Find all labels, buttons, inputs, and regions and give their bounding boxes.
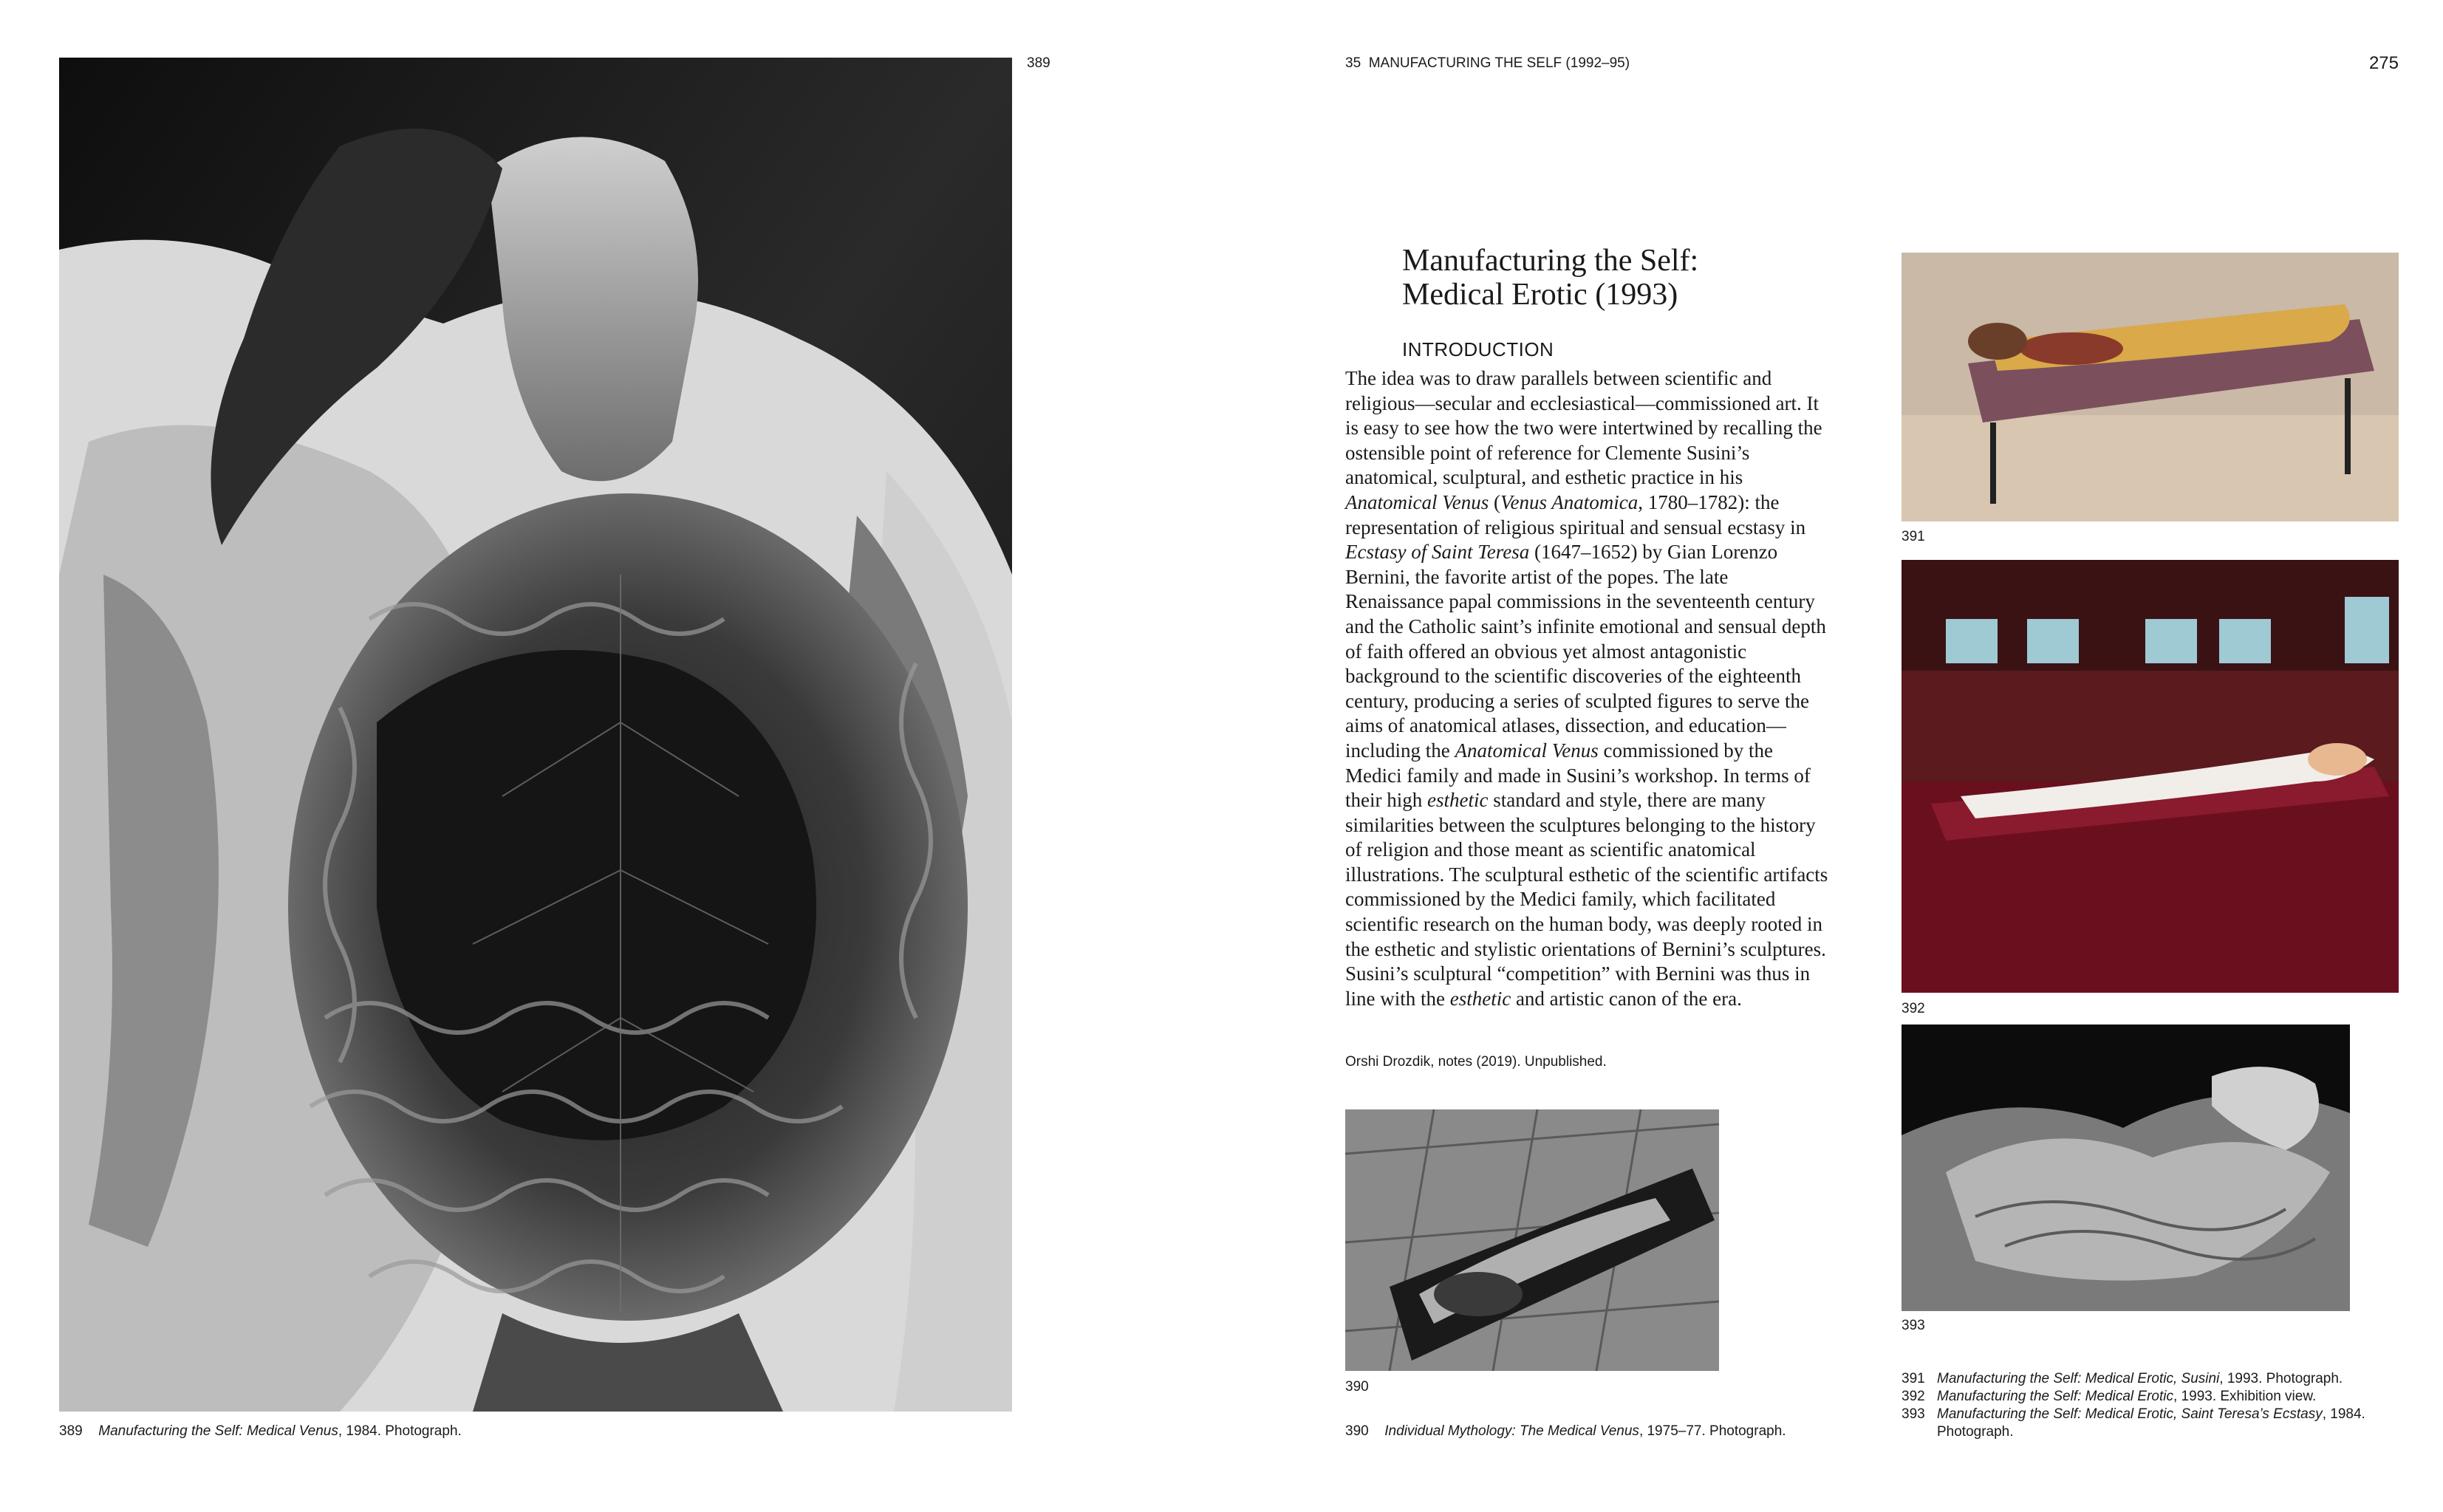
page-number: 275 (2368, 53, 2399, 73)
photo-389-medical-venus (59, 58, 1012, 1412)
caption-rest: , 1984. Photograph. (1937, 1406, 2365, 1440)
body-italic-run: Anatomical Venus (1455, 739, 1599, 762)
body-text-run: (1647–1652) by Gian Lorenzo Bernini, the favorite artist of the popes. The late Renaissance papal commissions in the seventeenth century and the Catholic saint’s infinite emotional and sensual depth of faith offered an obvious yet almost antagonistic background to the scientific discoveries of the eighteenth century, producing a series of sculpted figures to serve the aims of anatomical atlases, dissection, and education—including the (1345, 541, 1826, 762)
figure-390-label: 390 (1345, 1379, 1369, 1395)
intro-paragraph (1345, 366, 1829, 1011)
body-italic-run: Ecstasy of Saint Teresa (1345, 541, 1530, 564)
figure-393-label: 393 (1902, 1318, 1925, 1333)
body-italic-run: Anatomical Venus (1345, 490, 1489, 513)
caption-number: 391 (1902, 1371, 1925, 1386)
caption-number: 389 (59, 1423, 83, 1439)
photo-392-exhibition-view (1902, 560, 2399, 993)
body-text-run: , 1780–1782): the representation of religious spiritual and sensual ecstasy in (1345, 490, 1806, 538)
figure-392-label: 392 (1902, 1001, 1925, 1016)
chapter-title (1402, 244, 1698, 312)
chapter-title-line-1: Manufacturing the Self: (1402, 244, 1699, 278)
photo-391-susini-venus (1902, 253, 2399, 521)
body-text-run: The idea was to draw parallels between scientific and religious—secular and ecclesiastical—commissioned art. It is easy to see how the two were intertwined by recalling the ostensible point of reference for Clemente Susini’s anatomical, sculptural, and esthetic practice in his (1345, 367, 1822, 489)
captions-391-393 (1902, 1370, 2404, 1441)
caption-rest: , 1975–77. Photograph. (1639, 1423, 1786, 1439)
section-label: INTRODUCTION (1402, 338, 1554, 360)
chapter-title-line-2: Medical Erotic (1993) (1402, 278, 1678, 312)
caption-number: 393 (1902, 1406, 1925, 1422)
caption-393 (1902, 1406, 2404, 1441)
photo-390-individual-mythology (1345, 1109, 1719, 1371)
left-folio-number: 389 (1027, 55, 1050, 71)
body-italic-run: Venus Anatomica (1500, 490, 1639, 513)
body-italic-run: esthetic (1426, 789, 1489, 812)
body-text-run: and artistic canon of the era. (1511, 987, 1742, 1010)
running-head: 35 MANUFACTURING THE SELF (1992–95) (1345, 55, 1630, 71)
body-text-run: commissioned by the Medici family and made in Susini’s workshop. In terms of their high (1345, 739, 1811, 812)
body-italic-run: esthetic (1449, 987, 1511, 1010)
source-note: Orshi Drozdik, notes (2019). Unpublished. (1345, 1054, 1607, 1070)
caption-rest: , 1993. Exhibition view. (2173, 1389, 2317, 1404)
caption-title: Manufacturing the Self: Medical Erotic (1937, 1389, 2173, 1404)
caption-title: Manufacturing the Self: Medical Venus (98, 1423, 338, 1439)
caption-rest: , 1993. Photograph. (2219, 1371, 2343, 1386)
caption-rest: , 1984. Photograph. (338, 1423, 462, 1439)
caption-392 (1902, 1388, 2404, 1406)
caption-title: Manufacturing the Self: Medical Erotic, Saint Teresa’s Ecstasy (1937, 1406, 2323, 1422)
figure-391-label: 391 (1902, 529, 1925, 544)
caption-389 (59, 1423, 462, 1440)
caption-391 (1902, 1370, 2404, 1388)
caption-title: Manufacturing the Self: Medical Erotic, Susini (1937, 1371, 2220, 1386)
photo-393-saint-teresa (1902, 1024, 2350, 1311)
body-text-run: standard and style, there are many similarities between the sculptures belonging to the history of religion and those meant as scientific anatomical illustrations. The sculptural esthetic of the scientific artifacts commissioned by the Medici family, which facilitated scientific research on the human body, was deeply rooted in the esthetic and stylistic orientations of Bernini’s sculptures. Susini’s sculptural “competition” with Bernini was thus in line with the (1345, 789, 1828, 1010)
caption-title: Individual Mythology: The Medical Venus (1384, 1423, 1639, 1439)
body-text-run: ( (1489, 490, 1500, 513)
caption-number: 392 (1902, 1389, 1925, 1404)
caption-390 (1345, 1423, 1786, 1440)
caption-number: 390 (1345, 1423, 1369, 1439)
intro-body-text (1345, 366, 1829, 1011)
